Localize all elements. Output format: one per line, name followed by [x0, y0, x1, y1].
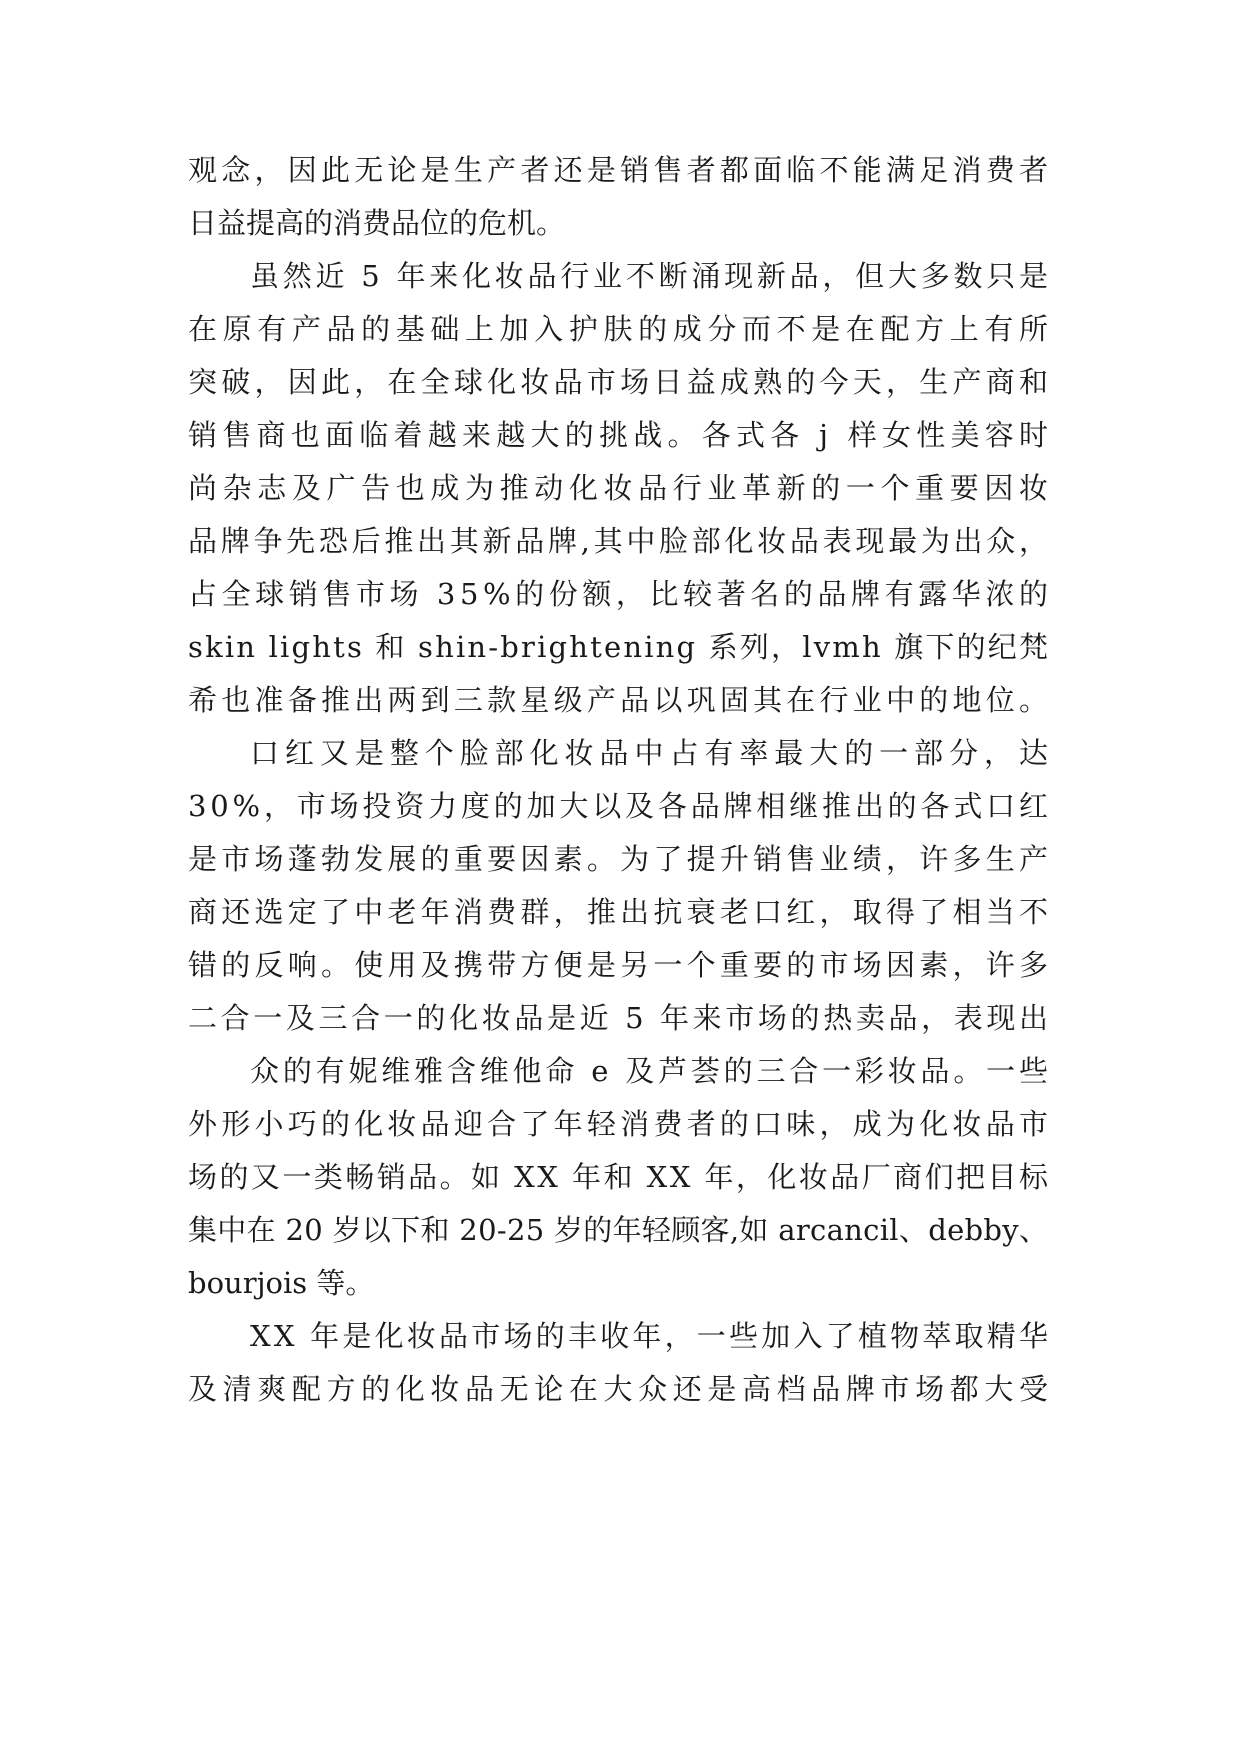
text-line: [0, 998, 1241, 1038]
line-text: 30%，市场投资力度的加大以及各品牌相继推出的各式口红: [188, 789, 1052, 823]
line-text: 希也准备推出两到三款星级产品以巩固其在行业中的地位。: [188, 683, 1053, 717]
text-line: [0, 786, 1241, 826]
line-text: 品牌争先恐后推出其新品牌,其中脸部化妆品表现最为出众，: [188, 524, 1052, 558]
line-text: 突破，因此，在全球化妆品市场日益成熟的今天，生产商和: [188, 365, 1053, 399]
line-text: skin lights 和 shin-brightening 系列，lvmh 旗下的纪梵: [188, 630, 1051, 664]
line-text: 在原有产品的基础上加入护肤的成分而不是在配方上有所: [188, 312, 1054, 346]
line-text: 尚杂志及广告也成为推动化妆品行业革新的一个重要因妆: [188, 471, 1054, 505]
text-line: [0, 574, 1241, 614]
line-text: 外形小巧的化妆品迎合了年轻消费者的口味，成为化妆品市: [188, 1107, 1053, 1141]
line-text: 及清爽配方的化妆品无论在大众还是高档品牌市场都大受: [188, 1372, 1054, 1406]
text-line: [0, 892, 1241, 932]
text-line: [0, 150, 1241, 190]
text-line: [0, 521, 1241, 561]
text-line: [0, 309, 1241, 349]
line-text: 占全球销售市场 35%的份额，比较著名的品牌有露华浓的: [188, 577, 1053, 611]
line-text: 集中在 20 岁以下和 20-25 岁的年轻顾客,如 arcancil、debby、: [188, 1213, 1049, 1247]
text-line: [0, 203, 1241, 243]
line-text: 众的有妮维雅含维他命 e 及芦荟的三合一彩妆品。一些: [250, 1054, 1052, 1088]
text-line: [0, 362, 1241, 402]
text-line: [0, 680, 1241, 720]
text-line: [0, 627, 1241, 667]
line-text: XX 年是化妆品市场的丰收年，一些加入了植物萃取精华: [250, 1319, 1052, 1353]
text-line: [0, 1157, 1241, 1197]
text-line: [0, 1369, 1241, 1409]
text-line: [0, 256, 1241, 296]
text-line: [0, 733, 1241, 773]
line-text: bourjois 等。: [188, 1266, 375, 1300]
text-line: [0, 1210, 1241, 1250]
text-line: [0, 945, 1241, 985]
text-line: [0, 1316, 1241, 1356]
line-text: 虽然近 5 年来化妆品行业不断涌现新品，但大多数只是: [250, 259, 1052, 293]
line-text: 口红又是整个脸部化妆品中占有率最大的一部分，达: [250, 736, 1054, 770]
line-text: 错的反响。使用及携带方便是另一个重要的市场因素，许多: [188, 948, 1053, 982]
line-text: 商还选定了中老年消费群，推出抗衰老口红，取得了相当不: [188, 895, 1053, 929]
text-line: [0, 1051, 1241, 1091]
text-line: [0, 468, 1241, 508]
text-line: [0, 839, 1241, 879]
line-text: 销售商也面临着越来越大的挑战。各式各 j 样女性美容时: [188, 418, 1054, 452]
text-line: [0, 1263, 1241, 1303]
line-text: 观念，因此无论是生产者还是销售者都面临不能满足消费者: [188, 153, 1053, 187]
line-text: 日益提高的消费品位的危机。: [188, 206, 566, 240]
line-text: 二合一及三合一的化妆品是近 5 年来市场的热卖品，表现出: [188, 1001, 1052, 1035]
line-text: 是市场蓬勃发展的重要因素。为了提升销售业绩，许多生产: [188, 842, 1053, 876]
text-line: [0, 415, 1241, 455]
text-line: [0, 1104, 1241, 1144]
line-text: 场的又一类畅销品。如 XX 年和 XX 年，化妆品厂商们把目标: [188, 1160, 1051, 1194]
